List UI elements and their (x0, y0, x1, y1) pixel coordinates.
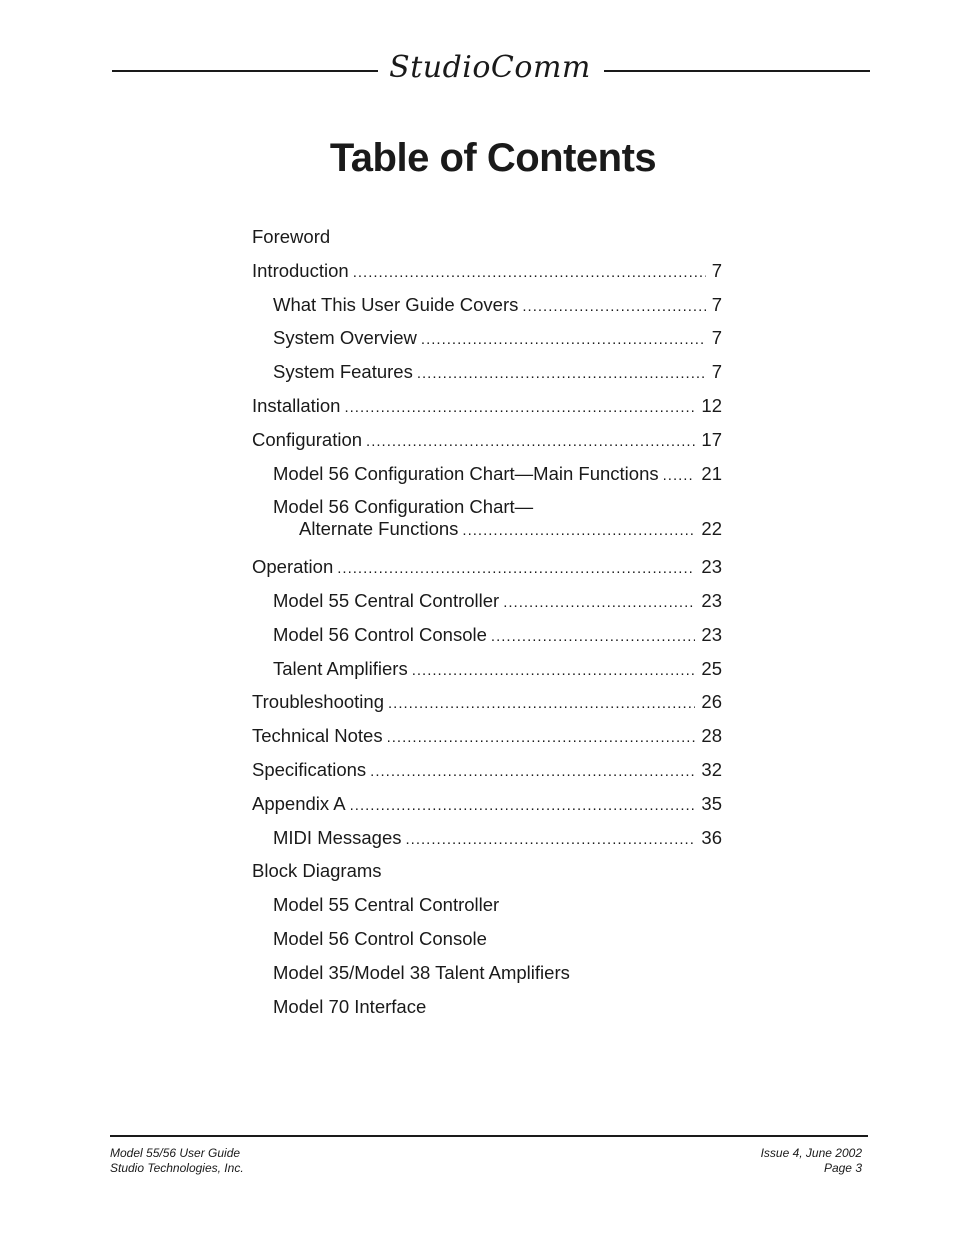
toc-entry-page: 21 (701, 462, 722, 484)
toc-entry-label: What This User Guide Covers (273, 293, 519, 315)
toc-entry-label: Alternate Functions (299, 518, 459, 540)
toc-entry-page: 36 (701, 826, 722, 848)
toc-entry-troubleshooting (252, 687, 722, 721)
toc-entry-config-chart-alternate-continued (252, 518, 722, 552)
footer-page-number: Page 3 (823, 1161, 862, 1175)
toc-entry-system-overview (252, 323, 722, 357)
dot-leader (491, 622, 696, 652)
dot-leader (406, 825, 696, 855)
toc-entry-page: 32 (701, 758, 722, 780)
footer-company: Studio Technologies, Inc. (110, 1161, 244, 1175)
toc-entry-label: Model 56 Control Console (273, 927, 487, 949)
footer-rule (110, 1135, 868, 1137)
toc-entry-model-55-central-controller (252, 586, 722, 620)
toc-entry-page: 23 (701, 556, 722, 578)
toc-entry-block-model-55 (252, 890, 722, 924)
toc-entry-what-this-guide-covers (252, 290, 722, 324)
toc-entry-label: Appendix A (252, 792, 346, 814)
toc-entry-label: Operation (252, 556, 334, 578)
toc-entry-system-features (252, 357, 722, 391)
toc-entry-label: Configuration (252, 428, 363, 450)
toc-entry-block-model-35-38 (252, 958, 722, 992)
dot-leader (387, 723, 696, 753)
dot-leader (663, 461, 696, 491)
toc-entry-block-diagrams (252, 856, 722, 890)
toc-entry-midi-messages (252, 823, 722, 857)
toc-entry-config-chart-main (252, 459, 722, 493)
toc-entry-label: Model 56 Configuration Chart—Main Functions (273, 462, 659, 484)
header-rule-right (604, 70, 870, 72)
toc-entry-installation (252, 391, 722, 425)
footer-issue: Issue 4, June 2002 (760, 1146, 862, 1160)
toc-entry-page: 23 (701, 589, 722, 611)
footer-right (761, 1146, 862, 1176)
page-title: Table of Contents (329, 136, 657, 180)
brand-logo: StudioComm (389, 50, 591, 85)
toc-entry-foreword (252, 222, 722, 256)
toc-entry-label: MIDI Messages (273, 826, 402, 848)
toc-entry-block-model-56 (252, 924, 722, 958)
toc-entry-page: 7 (711, 327, 722, 349)
toc-entry-label: Technical Notes (252, 725, 383, 747)
toc-entry-page: 7 (711, 259, 722, 281)
toc-entry-label: Introduction (252, 259, 349, 281)
toc-entry-page: 23 (701, 623, 722, 645)
toc-entry-label: Model 55 Central Controller (273, 894, 500, 916)
dot-leader (350, 791, 696, 821)
toc-entry-label: Talent Amplifiers (273, 657, 408, 679)
toc-entry-label: System Overview (273, 327, 417, 349)
toc-entry-label: Model 35/Model 38 Talent Amplifiers (273, 961, 570, 983)
dot-leader (412, 656, 696, 686)
toc-entry-label: Specifications (252, 758, 367, 780)
dot-leader (388, 689, 695, 719)
toc-entry-label: Foreword (252, 226, 331, 247)
toc-entry-label: Troubleshooting (252, 691, 384, 713)
toc-entry-config-chart-alternate (252, 496, 722, 518)
toc-entry-page: 22 (701, 518, 722, 540)
header-rule-left (112, 70, 378, 72)
toc-entry-page: 35 (701, 792, 722, 814)
footer-guide-name: Model 55/56 User Guide (110, 1146, 241, 1160)
dot-leader (337, 554, 695, 584)
toc-entry-operation (252, 552, 722, 586)
dot-leader (353, 258, 706, 288)
toc-entry-label: Model 70 Interface (273, 995, 427, 1017)
toc-entry-talent-amplifiers (252, 654, 722, 688)
dot-leader (522, 292, 705, 322)
toc-entry-page: 26 (701, 691, 722, 713)
toc-entry-page: 7 (711, 361, 722, 383)
toc-entry-configuration (252, 425, 722, 459)
dot-leader (503, 588, 695, 618)
dot-leader (366, 427, 695, 457)
dot-leader (344, 393, 695, 423)
table-of-contents (252, 222, 722, 1025)
toc-entry-label: Model 56 Control Console (273, 623, 487, 645)
toc-entry-appendix-a (252, 789, 722, 823)
toc-entry-page: 25 (701, 657, 722, 679)
dot-leader (370, 757, 695, 787)
dot-leader (421, 325, 706, 355)
toc-entry-model-56-control-console (252, 620, 722, 654)
toc-entry-technical-notes (252, 721, 722, 755)
toc-entry-specifications (252, 755, 722, 789)
toc-entry-label: Model 55 Central Controller (273, 589, 500, 611)
toc-entry-label: Installation (252, 394, 341, 416)
toc-entry-block-model-70 (252, 992, 722, 1026)
toc-entry-introduction (252, 256, 722, 290)
footer-left (110, 1146, 244, 1176)
dot-leader (417, 359, 706, 389)
toc-entry-label: System Features (273, 361, 413, 383)
dot-leader (462, 520, 695, 542)
toc-entry-page: 7 (711, 293, 722, 315)
toc-entry-label: Block Diagrams (252, 860, 382, 882)
toc-entry-page: 28 (701, 725, 722, 747)
toc-entry-page: 12 (701, 394, 722, 416)
toc-entry-page: 17 (701, 428, 722, 450)
toc-entry-label: Model 56 Configuration Chart— (273, 496, 534, 518)
